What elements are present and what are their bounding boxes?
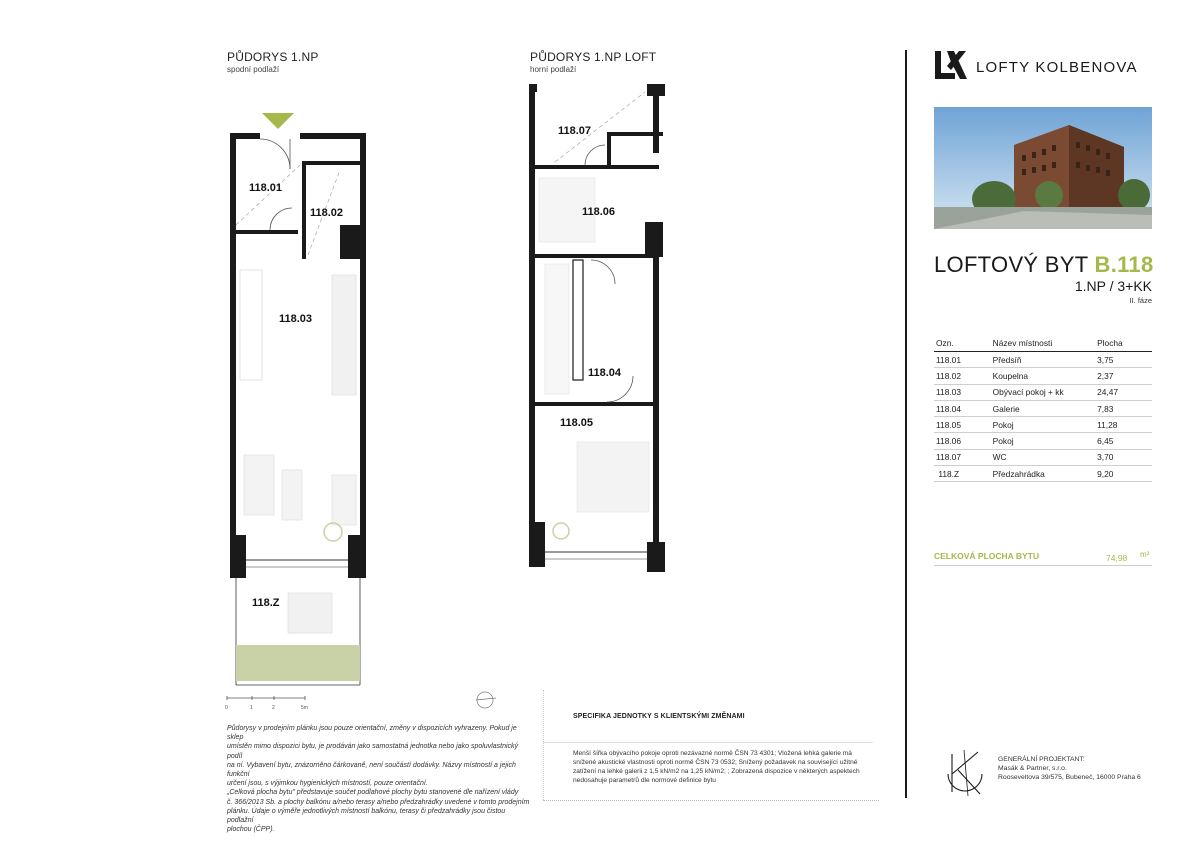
- total-area-value: 74,98: [1106, 553, 1128, 563]
- room-label-118-04: 118.04: [588, 367, 622, 379]
- plan-right-subtitle: horní podlaží: [530, 65, 577, 74]
- total-area-label: CELKOVÁ PLOCHA BYTU: [934, 551, 1039, 561]
- cell-name: WC: [993, 449, 1097, 465]
- plan-left-title: PŮDORYS 1.NP: [227, 50, 319, 64]
- table-row: [934, 466, 1152, 482]
- note-line: Půdorysy v prodejním plánku jsou pouze orientační, změny v dispozicích vyhrazeny. Pokud je sklep: [227, 725, 517, 742]
- scale-tick-0: 0: [225, 705, 228, 711]
- table-row: [934, 417, 1152, 433]
- note-line: na ní. Vybavení bytu, znázorněno čárkovaně, není součástí dodávky. Názvy místností a jejich funkční: [227, 761, 516, 779]
- brand-name: LOFTY KOLBENOVA: [976, 59, 1138, 76]
- unit-floor-type: 1.NP / 3+KK: [1074, 278, 1152, 294]
- table-row: [934, 400, 1152, 416]
- cell-area: 2,37: [1097, 368, 1152, 384]
- plan-left-subtitle: spodní podlaží: [227, 65, 280, 74]
- scale-bar: [225, 696, 315, 712]
- cell-name: Obývací pokoj + kk: [993, 384, 1097, 400]
- room-label-118-02: 118.02: [310, 207, 344, 219]
- room-label-118-z: 118.Z: [252, 597, 280, 609]
- scale-tick-1: 1: [250, 705, 253, 711]
- room-label-118-01: 118.01: [249, 182, 283, 194]
- spec-line: zatížení na lehké galerii z 1,5 kN/m2 na 1,25 kN/m2; ; Zobrazená dispozice v některých aspektech: [573, 768, 860, 775]
- table-row: [934, 368, 1152, 384]
- unit-phase: II. fáze: [1129, 296, 1152, 305]
- brand-logo-icon: [934, 50, 970, 80]
- unit-title: [934, 252, 1154, 278]
- room-label-118-05: 118.05: [560, 417, 594, 429]
- spec-left-divider: [543, 690, 544, 800]
- header-code: Ozn.: [934, 337, 993, 352]
- unit-title-text: LOFTOVÝ BYT: [934, 252, 1089, 277]
- architect-label: GENERÁLNÍ PROJEKTANT:: [998, 756, 1085, 763]
- architect-company: Masák & Partner, s.r.o.: [998, 765, 1067, 772]
- panel-divider: [905, 50, 907, 798]
- note-line: „Celková plocha bytu" představuje součet podlahové plochy bytu stanovené dle nařízení vlády: [227, 789, 519, 797]
- table-row: [934, 449, 1152, 465]
- note-line: plánku. Údaje o výměře jednotlivých místností balkónu, terasy či předzahrádky jsou čistou podlažní: [227, 807, 506, 825]
- cell-code: 118.07: [934, 449, 993, 465]
- unit-code: B.118: [1094, 252, 1154, 277]
- room-label-118-06: 118.06: [582, 206, 616, 218]
- table-row: [934, 352, 1152, 368]
- note-line: určení jsou, s výjimkou hygienických místností, pouze orientační.: [227, 780, 428, 788]
- entrance-marker-icon: [262, 113, 294, 129]
- total-area-unit: m²: [1140, 550, 1150, 559]
- rooms-table: [934, 337, 1152, 482]
- cell-code: 118.05: [934, 417, 993, 433]
- header-name: Název místnosti: [993, 337, 1097, 352]
- plan-right-title: PŮDORYS 1.NP LOFT: [530, 50, 657, 64]
- cell-area: 3,70: [1097, 449, 1152, 465]
- architect-address: Rooseveltova 39/575, Bubeneč, 16000 Praha 6: [998, 774, 1141, 781]
- spec-line: snížené akustické vlastnosti oproti normě ČSN 73 0532; Snížený požadavek na související užitné: [573, 759, 858, 766]
- spec-text: [573, 749, 873, 785]
- cell-area: 11,28: [1097, 417, 1152, 433]
- cell-name: Pokoj: [993, 433, 1097, 449]
- north-arrow-icon: [474, 690, 498, 710]
- disclaimer-note: [227, 724, 532, 834]
- note-line: č. 366/2013 Sb. a plochy balkónu a/nebo terasy a/nebo předzahrádky uvedené v tomto prodejním: [227, 798, 530, 806]
- cell-area: 7,83: [1097, 400, 1152, 416]
- scale-tick-2: 2: [272, 705, 275, 711]
- architect-info: [998, 755, 1141, 782]
- spec-bottom-divider: [543, 800, 879, 801]
- cell-name: Galerie: [993, 400, 1097, 416]
- scale-tick-5m: 5m: [301, 705, 308, 711]
- cell-area: 24,47: [1097, 384, 1152, 400]
- floorplan-lower: [220, 105, 380, 695]
- cell-area: 3,75: [1097, 352, 1152, 368]
- cell-area: 6,45: [1097, 433, 1152, 449]
- table-header-row: [934, 337, 1152, 352]
- floorplan-upper: [525, 82, 675, 577]
- spec-line: nedosahuje parametrů dle normové definice bytu: [573, 777, 716, 784]
- note-line: umístěn mimo dispozici bytu, je prodáván jako samostatná jednotka nebo jako spoluvlastnický podíl: [227, 743, 519, 760]
- cell-name: Předsíň: [993, 352, 1097, 368]
- cell-code: 118.02: [934, 368, 993, 384]
- spec-divider: [543, 742, 873, 743]
- building-photo: [934, 107, 1152, 229]
- spec-title: SPECIFIKA JEDNOTKY S KLIENTSKÝMI ZMĚNAMI: [573, 713, 745, 720]
- table-row: [934, 433, 1152, 449]
- cell-name: Předzahrádka: [993, 466, 1097, 482]
- cell-code: 118.03: [934, 384, 993, 400]
- cell-code: 118.06: [934, 433, 993, 449]
- architect-logo-icon: [944, 748, 986, 798]
- table-row: [934, 384, 1152, 400]
- room-label-118-03: 118.03: [279, 313, 313, 325]
- cell-area: 9,20: [1097, 466, 1152, 482]
- header-area: Plocha: [1097, 337, 1152, 352]
- cell-code: 118.Z: [934, 466, 993, 482]
- cell-name: Pokoj: [993, 417, 1097, 433]
- note-line: plochou (ČPP).: [227, 826, 275, 834]
- cell-code: 118.01: [934, 352, 993, 368]
- total-divider: [934, 565, 1152, 566]
- cell-name: Koupelna: [993, 368, 1097, 384]
- cell-code: 118.04: [934, 400, 993, 416]
- spec-line: Menší šířka obývacího pokoje oproti nezávazné normě ČSN 73 4301; Vložená lehká galerie má: [573, 750, 852, 757]
- room-label-118-07: 118.07: [558, 125, 592, 137]
